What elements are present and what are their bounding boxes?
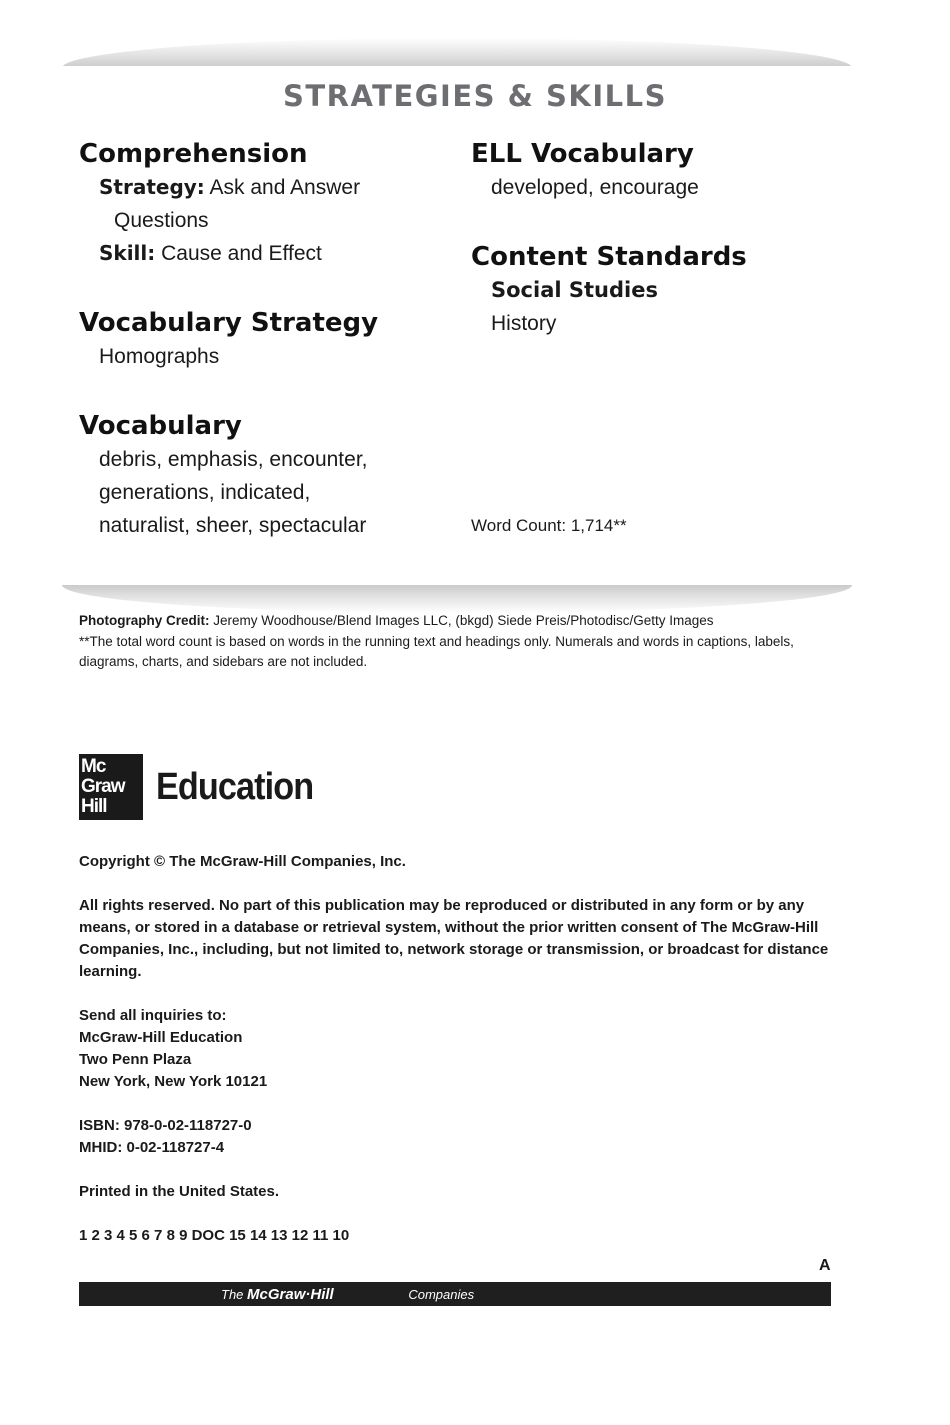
vocabulary-heading: Vocabulary [79, 411, 242, 441]
content-standards-subject: Social Studies [491, 278, 658, 302]
vocab-strategy-text: Homographs [99, 345, 220, 368]
printed-line: Printed in the United States. [79, 1183, 280, 1200]
mcgraw-hill-education-logo [79, 754, 331, 820]
left-column [79, 137, 459, 542]
logo-wordmark: Education [156, 765, 314, 808]
mcgraw-hill-logo-icon: Mc Graw Hill [79, 754, 143, 820]
comprehension-heading: Comprehension [79, 139, 308, 169]
footer-bar [79, 1282, 831, 1306]
photo-credit-label: Photography Credit: [79, 613, 210, 628]
ell-vocabulary-text: developed, encourage [491, 176, 699, 199]
copyright-line: Copyright © The McGraw-Hill Companies, Inc. [79, 853, 406, 870]
right-column [471, 137, 851, 340]
content-standards-heading: Content Standards [471, 242, 747, 272]
inquiries-block: Send all inquiries to: McGraw-Hill Education Two Penn Plaza New York, New York 10121 [79, 1007, 268, 1090]
skill-label: Skill: [99, 241, 156, 265]
credits [79, 611, 819, 673]
mhid: MHID: 0-02-118727-4 [79, 1139, 225, 1156]
ell-vocabulary-heading: ELL Vocabulary [471, 139, 694, 169]
rights-paragraph: All rights reserved. No part of this publication may be reproduced or distributed in any form or by any means, or stored in a database or retrieval system, without the prior written consent of The McGraw-Hill Companies, Inc., including, but not limited to, network storage or transmission, or broadcast for distance learning. [79, 897, 829, 980]
print-number-line: 1 2 3 4 5 6 7 8 9 DOC 15 14 13 12 11 10 [79, 1227, 350, 1244]
strategy-text: Ask and Answer [209, 176, 361, 199]
footer-brand: The McGraw·Hill Companies [221, 1285, 475, 1303]
word-count-note: **The total word count is based on words in the running text and headings only. Numerals and words in captions, labels, diagrams, charts, and sidebars are not included. [79, 634, 794, 669]
legal-text [79, 851, 839, 1269]
isbn: ISBN: 978-0-02-118727-0 [79, 1117, 252, 1134]
page-title: STRATEGIES & SKILLS [282, 79, 668, 113]
panel-shadow-bottom [62, 585, 852, 613]
vocabulary-line: naturalist, sheer, spectacular [99, 514, 367, 537]
word-count: Word Count: 1,714** [471, 516, 627, 535]
content-standards-topic: History [491, 312, 557, 335]
isbn-block [79, 1115, 839, 1159]
photo-credit [79, 611, 819, 631]
skill-text: Cause and Effect [161, 242, 322, 265]
vocabulary-line: generations, indicated, [99, 481, 311, 504]
strategy-line [79, 171, 459, 204]
strategy-label: Strategy: [99, 175, 205, 199]
vocabulary-line: debris, emphasis, encounter, [99, 448, 368, 471]
edition-letter: A [819, 1257, 831, 1274]
strategy-continued: Questions [114, 209, 209, 232]
skill-line [79, 237, 459, 270]
vocab-strategy-heading: Vocabulary Strategy [79, 308, 379, 338]
panel-shadow-top [62, 38, 852, 68]
photo-credit-text: Jeremy Woodhouse/Blend Images LLC, (bkgd) Siede Preis/Photodisc/Getty Images [213, 613, 714, 628]
